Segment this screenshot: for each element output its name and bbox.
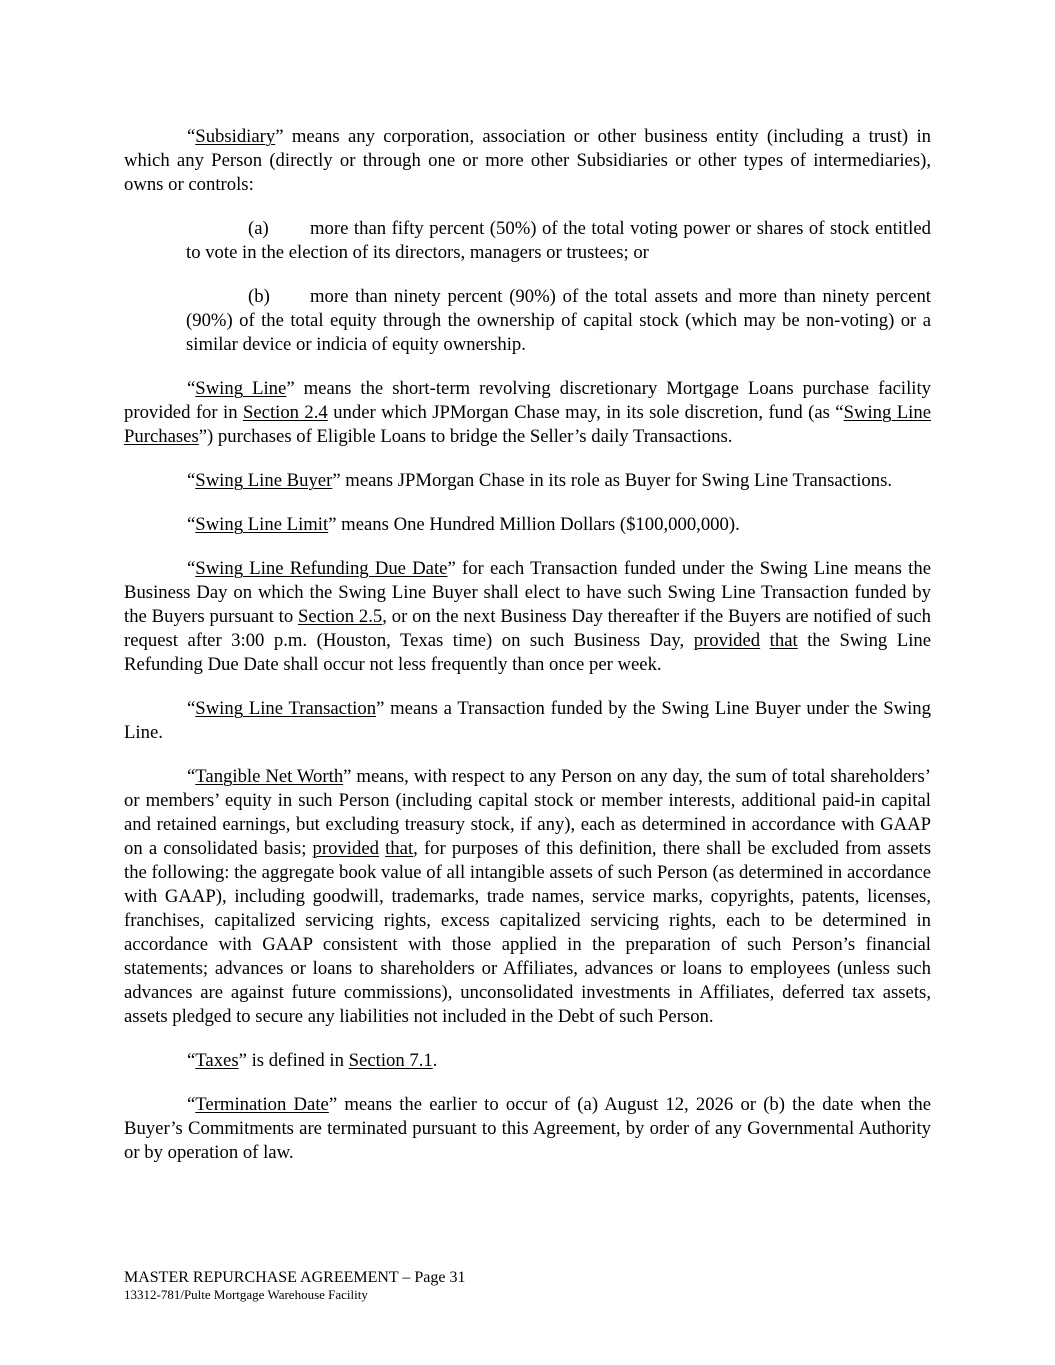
section-ref: Section 7.1 bbox=[348, 1050, 433, 1071]
term-termination-date: Termination Date bbox=[195, 1094, 329, 1115]
that-term: that bbox=[385, 838, 414, 859]
term-swing-line: Swing Line bbox=[195, 378, 287, 399]
term-swing-line-buyer: Swing Line Buyer bbox=[195, 470, 333, 491]
term-swing-line-refunding-due-date: Swing Line Refunding Due Date bbox=[195, 558, 448, 579]
term-subsidiary: Subsidiary bbox=[195, 126, 276, 147]
clause-label: (b) bbox=[248, 286, 270, 307]
definition-tangible-net-worth: “Tangible Net Worth” means, with respect to any Person on any day, the sum of total shareholders’ or members’ equity in such Person (including capital stock or member interests, additional paid-in capital and retained earnings, but excluding treasury stock, if any), each as determined in accordance with GAAP on a consolidated basis; provided that, for purposes of this definition, there shall be excluded from assets the following: the aggregate book value of all intangible assets of such Person (as determined in accordance with GAAP), including goodwill, trademarks, trade names, service marks, copyrights, patents, licenses, franchises, capitalized servicing rights, excess capitalized servicing rights, each to be determined in accordance with GAAP consistent with those applied in the preparation of such Person’s financial statements; advances or loans to shareholders or Affiliates, advances or loans to employees (unless such advances are against future commissions), unconsolidated investments in Affiliates, deferred tax assets, assets pledged to secure any liabilities not included in the Debt of such Person. bbox=[124, 766, 932, 1027]
footer-doc-id: 13312-781/Pulte Mortgage Warehouse Facility bbox=[124, 1287, 368, 1302]
term-tangible-net-worth: Tangible Net Worth bbox=[195, 766, 344, 787]
definition-swing-line-limit: “Swing Line Limit” means One Hundred Million Dollars ($100,000,000). bbox=[187, 514, 740, 535]
definition-swing-line-buyer: “Swing Line Buyer” means JPMorgan Chase in its role as Buyer for Swing Line Transactions. bbox=[187, 470, 893, 491]
subsidiary-clause-a: (a) more than fifty percent (50%) of the total voting power or shares of stock entitled to vote in the election of its directors, managers or trustees; or bbox=[186, 218, 931, 263]
definition-subsidiary: “Subsidiary” means any corporation, association or other business entity (including a trust) in which any Person (directly or through one or more other Subsidiaries or other types of intermediaries), owns or controls: bbox=[124, 126, 931, 195]
document-body bbox=[124, 125, 931, 1185]
subsidiary-clause-b: (b) more than ninety percent (90%) of the total assets and more than ninety percent (90%) of the total equity through the ownership of capital stock (which may be non-voting) or a similar device or indicia of equity ownership. bbox=[186, 286, 931, 355]
definition-termination-date: “Termination Date” means the earlier to occur of (a) August 12, 2026 or (b) the date when the Buyer’s Commitments are terminated pursuant to this Agreement, by order of any Governmental Authority or by operation of law. bbox=[124, 1094, 931, 1163]
provided-term: provided bbox=[312, 838, 379, 859]
clause-label: (a) bbox=[248, 218, 269, 239]
section-ref: Section 2.4 bbox=[242, 402, 328, 423]
term-swing-line-purchases: Swing Line Purchases bbox=[124, 402, 932, 447]
definition-swing-line-transaction: “Swing Line Transaction” means a Transaction funded by the Swing Line Buyer under the Swing Line. bbox=[124, 698, 931, 743]
provided-term: provided bbox=[693, 630, 761, 651]
definition-taxes: “Taxes” is defined in Section 7.1. bbox=[187, 1050, 438, 1071]
definition-swing-line: “Swing Line” means the short-term revolving discretionary Mortgage Loans purchase facility provided for in Section 2.4 under which JPMorgan Chase may, in its sole discretion, fund (as “Swing Line Purchases”) purchases of Eligible Loans to bridge the Seller’s daily Transactions. bbox=[124, 378, 932, 447]
that-term: that bbox=[769, 630, 798, 651]
definition-swing-line-refunding-due-date: “Swing Line Refunding Due Date” for each Transaction funded under the Swing Line means the Business Day on which the Swing Line Buyer shall elect to have such Swing Line Transaction funded by the Buyers pursuant to Section 2.5, or on the next Business Day thereafter if the Buyers are notified of such request after 3:00 p.m. (Houston, Texas time) on such Business Day, provided that the Swing Line Refunding Due Date shall occur not less frequently than once per week. bbox=[124, 558, 932, 675]
page-footer bbox=[124, 1268, 931, 1303]
term-swing-line-transaction: Swing Line Transaction bbox=[195, 698, 377, 719]
section-ref: Section 2.5 bbox=[298, 606, 383, 627]
term-swing-line-limit: Swing Line Limit bbox=[195, 514, 329, 535]
footer-title: MASTER REPURCHASE AGREEMENT – Page 31 bbox=[124, 1269, 466, 1286]
term-taxes: Taxes bbox=[195, 1050, 239, 1071]
